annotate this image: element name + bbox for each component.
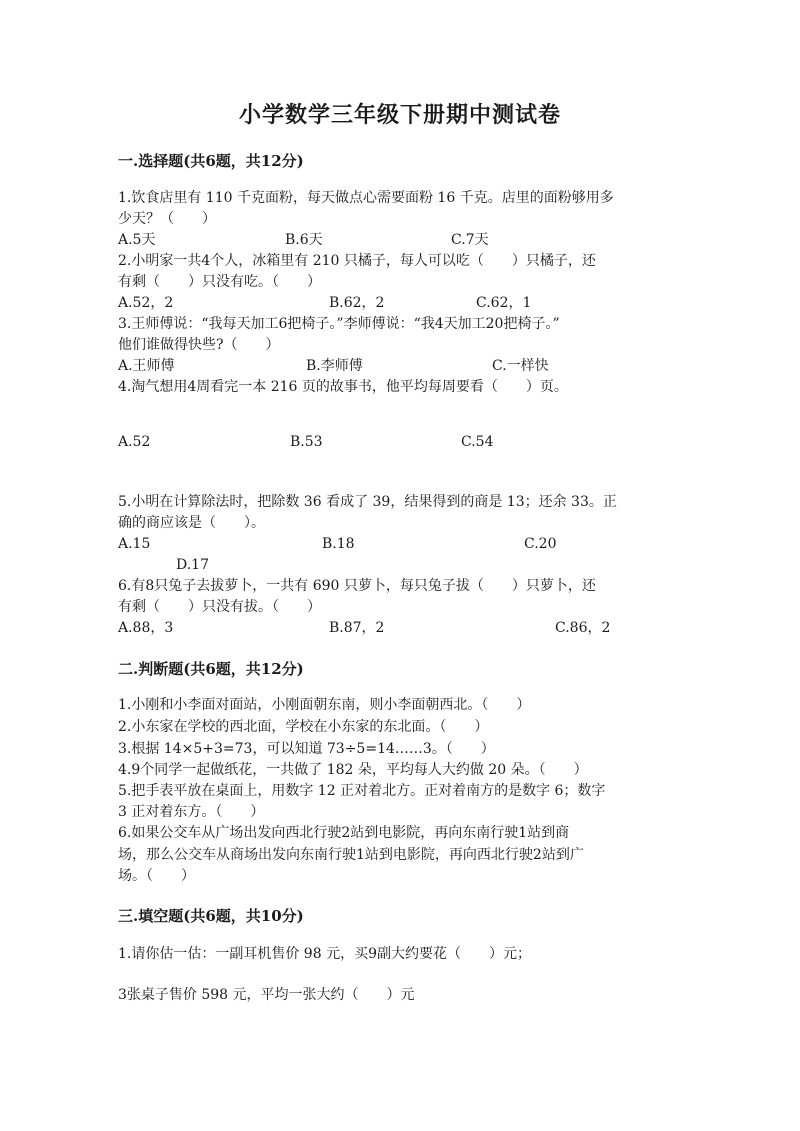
option-c: C.54 [461, 434, 494, 450]
option-b: B.李师傅 [306, 358, 363, 374]
option-a: A.52 [118, 434, 151, 450]
option-b: B.87，2 [329, 620, 385, 636]
page-title: 小学数学三年级下册期中测试卷 [238, 102, 561, 128]
question-text: 有剩（ ）只没有吃。（ ） [118, 274, 321, 290]
question-text: 3.根据 14×5+3=73，可以知道 73÷5=14……3。（ ） [118, 741, 495, 757]
option-a: A.15 [118, 536, 151, 552]
option-c: C.86，2 [555, 620, 611, 636]
question-text: 确的商应该是（ ）。 [118, 515, 265, 531]
option-b: B.53 [290, 434, 323, 450]
question-text: 1.饮食店里有 110 千克面粉，每天做点心需要面粉 16 千克。店里的面粉够用多 [118, 190, 614, 206]
section-heading-judge: 二.判断题(共6题，共12分) [118, 660, 304, 678]
option-b: B.18 [322, 536, 355, 552]
question-text: 6.如果公交车从广场出发向西北行驶2站到电影院，再向东南行驶1站到商 [118, 825, 570, 841]
question-text: 1.请你估一估：一副耳机售价 98 元，买9副大约要花（ ）元； [118, 946, 531, 962]
question-text: 2.小明家一共4个人，冰箱里有 210 只橘子，每人可以吃（ ）只橘子，还 [118, 253, 596, 269]
question-text: 6.有8只兔子去拔萝卜，一共有 690 只萝卜，每只兔子拔（ ）只萝卜，还 [118, 578, 596, 594]
question-text: 4.淘气想用4周看完一本 216 页的故事书，他平均每周要看（ ）页。 [118, 379, 568, 395]
option-a: A.52，2 [118, 295, 174, 311]
section-heading-fill: 三.填空题(共6题，共10分) [118, 907, 304, 925]
option-c: C.7天 [451, 232, 489, 248]
question-text: 5.把手表平放在桌面上，用数字 12 正对着北方。正对着南方的是数字 6；数字 [118, 783, 606, 799]
question-text: 3张桌子售价 598 元，平均一张大约（ ）元 [118, 987, 415, 1003]
question-text: 1.小刚和小李面对面站，小刚面朝东南，则小李面朝西北。（ ） [118, 697, 531, 713]
question-text: 3.王师傅说：“我每天加工6把椅子。”李师傅说：“我4天加工20把椅子。” [118, 316, 560, 332]
question-text: 场。（ ） [118, 868, 195, 884]
option-a: A.王师傅 [118, 358, 175, 374]
question-text: 他们谁做得快些?（ ） [118, 337, 280, 353]
option-c: C.一样快 [492, 358, 549, 374]
option-c: C.20 [524, 536, 557, 552]
question-text: 5.小明在计算除法时，把除数 36 看成了 39，结果得到的商是 13；还余 33。正 [118, 494, 617, 510]
question-text: 场，那么公交车从商场出发向东南行驶1站到电影院，再向西北行驶2站到广 [118, 847, 584, 863]
section-heading-choice: 一.选择题(共6题，共12分) [118, 152, 304, 170]
question-text: 4.9个同学一起做纸花，一共做了 182 朵，平均每人大约做 20 朵。（ ） [118, 762, 588, 778]
question-text: 2.小东家在学校的西北面，学校在小东家的东北面。（ ） [118, 719, 489, 735]
option-a: A.88，3 [118, 620, 174, 636]
option-b: B.62，2 [329, 295, 385, 311]
option-d: D.17 [176, 557, 209, 573]
question-text: 3 正对着东方。（ ） [118, 804, 265, 820]
option-b: B.6天 [285, 232, 323, 248]
question-text: 少天？（ ） [118, 211, 216, 227]
option-a: A.5天 [118, 232, 156, 248]
question-text: 有剩（ ）只没有拔。（ ） [118, 599, 321, 615]
option-c: C.62，1 [476, 295, 532, 311]
